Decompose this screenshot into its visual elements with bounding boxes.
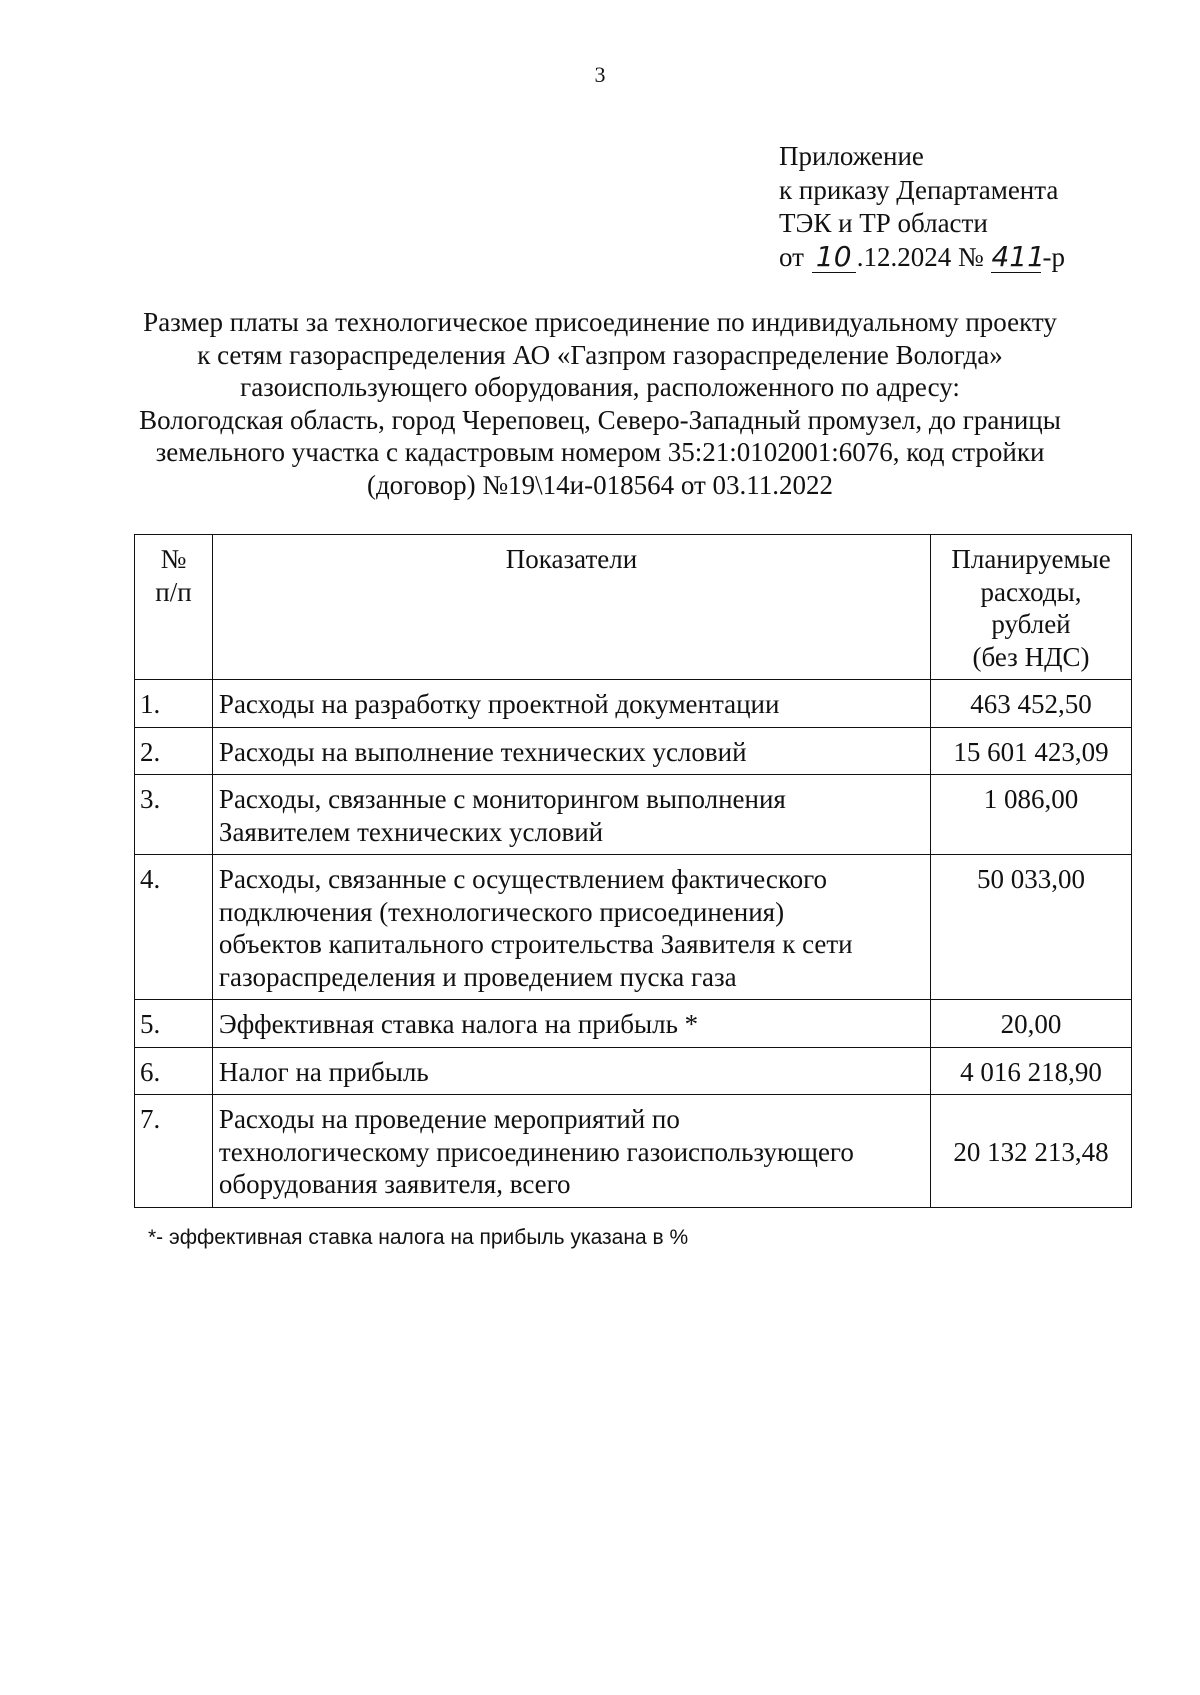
row-description bbox=[212, 855, 930, 1000]
title-line: к сетям газораспределения АО «Газпром газораспределение Вологда» bbox=[197, 339, 1003, 370]
handwritten-day: 10 bbox=[812, 242, 856, 273]
header-cost-line: рублей bbox=[991, 609, 1071, 639]
row-description bbox=[212, 727, 930, 775]
table-row bbox=[135, 727, 1132, 775]
header-cost-line: Планируемые bbox=[951, 544, 1111, 574]
row-number: 7. bbox=[135, 1095, 213, 1208]
row-description bbox=[212, 775, 930, 855]
row-value: 4 016 218,90 bbox=[931, 1047, 1132, 1095]
title-line: Вологодская область, город Череповец, Северо-Западный промузел, до границы bbox=[139, 404, 1061, 435]
row-description-line: Заявителем технических условий bbox=[218, 816, 604, 847]
costs-table bbox=[134, 534, 1132, 1208]
header-number bbox=[135, 535, 213, 680]
row-value: 20 132 213,48 bbox=[931, 1095, 1132, 1208]
document-title bbox=[100, 306, 1100, 501]
row-description-line: газораспределения и проведением пуска газа bbox=[218, 961, 737, 992]
row-number: 3. bbox=[135, 775, 213, 855]
header-indicators bbox=[212, 535, 930, 680]
table-row bbox=[135, 1095, 1132, 1208]
row-number: 5. bbox=[135, 1000, 213, 1048]
appendix-line-1: Приложение bbox=[779, 141, 924, 171]
row-description bbox=[212, 1000, 930, 1048]
table-header-row bbox=[135, 535, 1132, 680]
row-value: 1 086,00 bbox=[931, 775, 1132, 855]
row-description-line: Расходы, связанные с мониторингом выполнения bbox=[218, 784, 786, 814]
appendix-header bbox=[779, 140, 1065, 274]
row-number: 6. bbox=[135, 1047, 213, 1095]
header-planned-costs bbox=[931, 535, 1132, 680]
table-row bbox=[135, 775, 1132, 855]
order-suffix: -р bbox=[1042, 241, 1065, 272]
appendix-line-3: ТЭК и ТР области bbox=[779, 208, 988, 238]
appendix-line-2: к приказу Департамента bbox=[779, 174, 1059, 205]
date-prefix: от bbox=[779, 241, 804, 272]
title-line: газоиспользующего оборудования, расположенного по адресу: bbox=[240, 372, 960, 402]
row-description-line: Расходы на проведение мероприятий по bbox=[218, 1104, 680, 1134]
row-number: 4. bbox=[135, 855, 213, 1000]
header-number-line: № bbox=[160, 544, 187, 574]
row-value: 15 601 423,09 bbox=[931, 727, 1132, 775]
table-row bbox=[135, 1000, 1132, 1048]
header-indicators-label: Показатели bbox=[505, 544, 638, 574]
handwritten-order-number: 411 bbox=[991, 239, 1045, 273]
table-row bbox=[135, 680, 1132, 728]
title-line: (договор) №19\14и-018564 от 03.11.2022 bbox=[366, 469, 834, 500]
title-line: земельного участка с кадастровым номером 35:21:0102001:6076, код стройки bbox=[155, 437, 1045, 467]
row-description-line: технологическому присоединению газоиспользующего bbox=[218, 1136, 854, 1167]
row-number: 1. bbox=[135, 680, 213, 728]
appendix-date-line bbox=[779, 241, 1065, 275]
header-number-line: п/п bbox=[155, 576, 192, 607]
row-number: 2. bbox=[135, 727, 213, 775]
row-value: 50 033,00 bbox=[931, 855, 1132, 1000]
row-description bbox=[212, 1047, 930, 1095]
title-line: Размер платы за технологическое присоединение по индивидуальному проекту bbox=[143, 307, 1057, 337]
table-row bbox=[135, 855, 1132, 1000]
row-description-line: объектов капитального строительства Заявителя к сети bbox=[218, 929, 853, 959]
row-description-line: Расходы на выполнение технических условий bbox=[218, 736, 747, 767]
row-description-line: Эффективная ставка налога на прибыль * bbox=[218, 1009, 699, 1039]
date-rest: .12.2024 № bbox=[856, 241, 984, 272]
header-cost-line: расходы, bbox=[980, 576, 1082, 607]
row-description bbox=[212, 680, 930, 728]
footnote: *- эффективная ставка налога на прибыль указана в % bbox=[148, 1226, 689, 1249]
row-description bbox=[212, 1095, 930, 1208]
table-row bbox=[135, 1047, 1132, 1095]
row-value: 463 452,50 bbox=[931, 680, 1132, 728]
row-description-line: Расходы, связанные с осуществлением фактического bbox=[218, 864, 828, 894]
row-description-line: подключения (технологического присоединения) bbox=[218, 896, 785, 927]
header-cost-line: (без НДС) bbox=[972, 641, 1090, 672]
row-value: 20,00 bbox=[931, 1000, 1132, 1048]
row-description-line: оборудования заявителя, всего bbox=[218, 1169, 571, 1199]
page-number: 3 bbox=[594, 62, 606, 87]
row-description-line: Расходы на разработку проектной документации bbox=[218, 689, 780, 719]
row-description-line: Налог на прибыль bbox=[218, 1056, 429, 1087]
